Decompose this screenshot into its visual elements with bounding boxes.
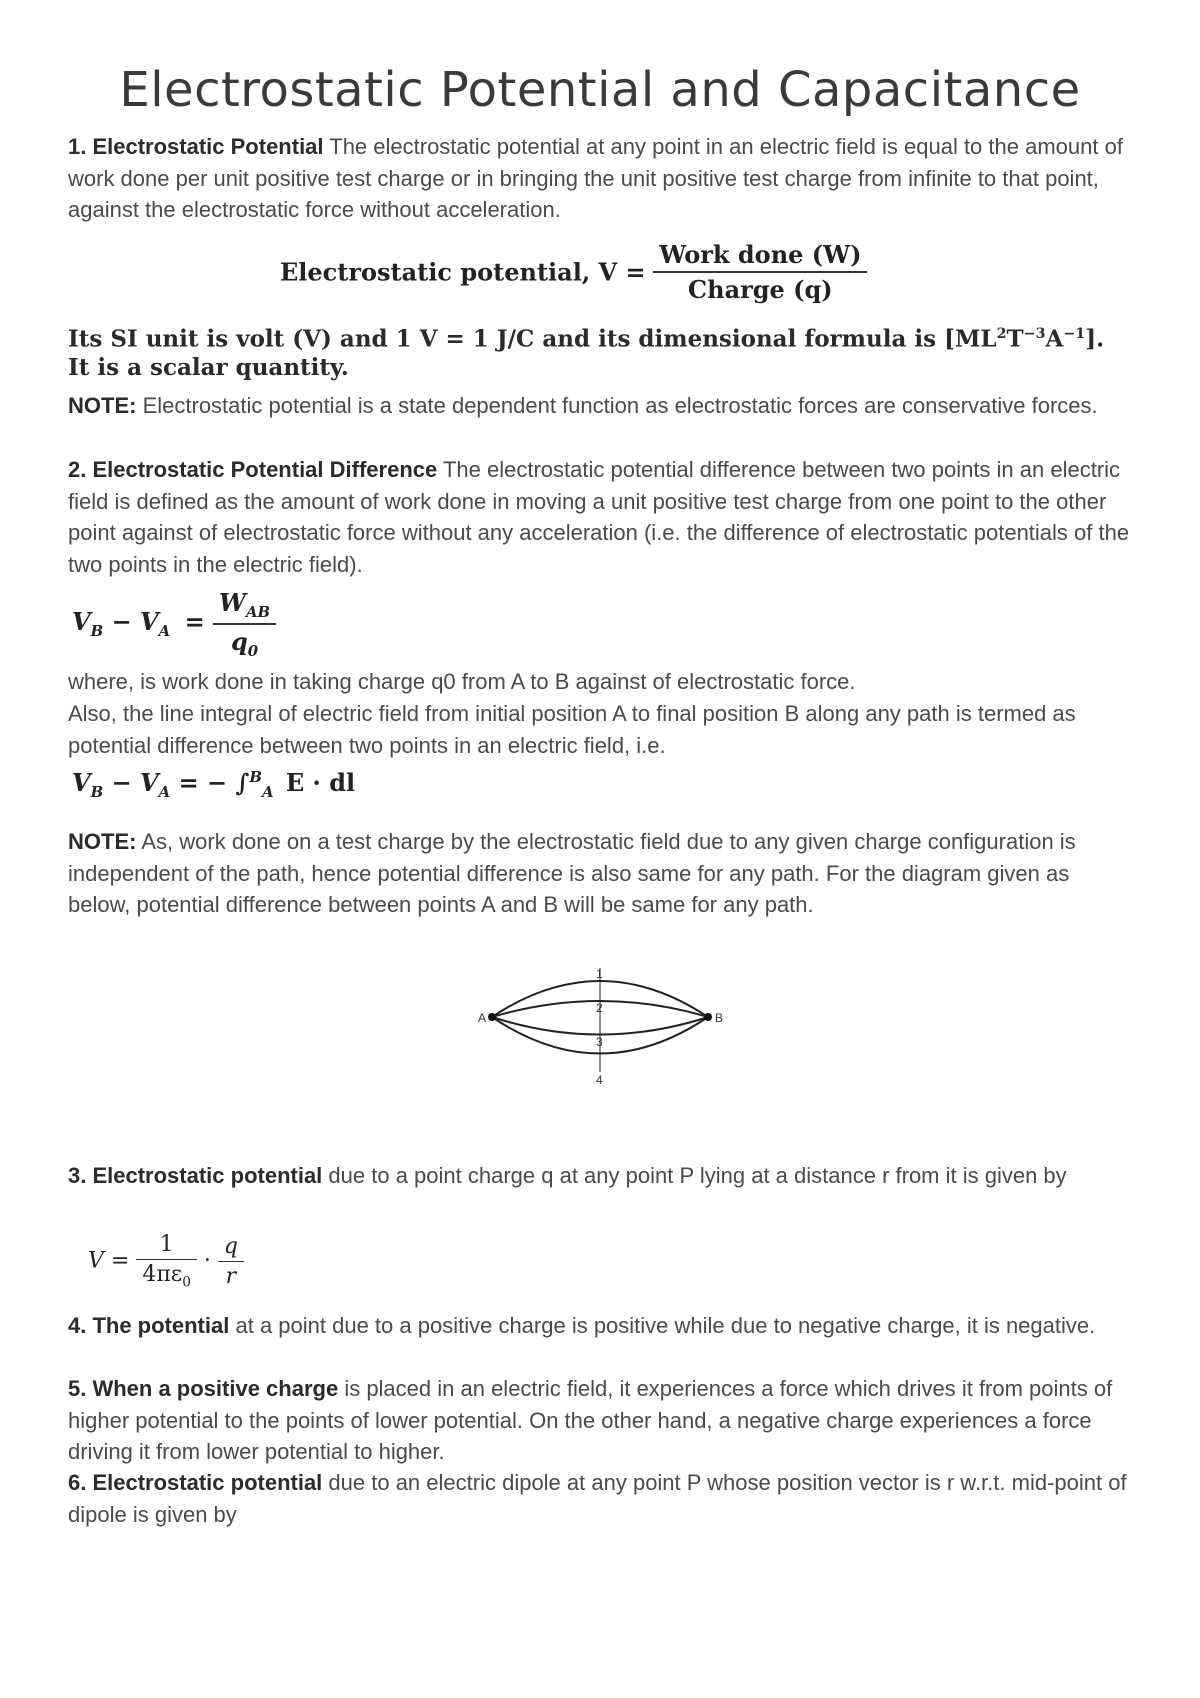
integral-lower: A [261,782,274,801]
equals-sign: = [184,607,205,637]
section-2-heading: 2. Electrostatic Potential Difference [68,457,438,482]
section-6-paragraph [68,1467,1133,1530]
section-2-paragraph [68,454,1133,580]
section-6-heading: 6. Electrostatic potential [68,1470,323,1495]
page-title: Electrostatic Potential and Capacitance [119,62,1081,118]
dim-exp-a: −1 [1063,326,1086,342]
point-b-dot [704,1013,712,1021]
integral-sign: = − ∫ [178,768,250,797]
work-over-charge-fraction [213,588,276,660]
section-1-heading: 1. Electrostatic Potential [68,134,324,159]
distance-denominator: r [225,1263,237,1289]
section-4-heading: 4. The potential [68,1313,230,1338]
charge-distance-fraction [218,1234,244,1289]
potential-fraction [653,240,867,304]
va-sub: A [158,622,171,641]
charge-numerator: q [218,1234,244,1262]
point-a-dot [488,1013,496,1021]
constant-numerator: 1 [136,1232,197,1260]
dim-close: ]. [1085,325,1105,353]
epsilon-sub: 0 [182,1274,191,1291]
line-integral-equation [72,768,355,801]
vb-symbol-2: V [72,768,91,797]
path-label-1: 1 [596,967,603,981]
vb-symbol: V [72,607,91,637]
line-integral-text: Also, the line integral of electric field from initial position A to final position B along any path is termed as potential difference between two points in an electric field, i.e. [68,701,1076,758]
potential-denominator: Charge (q) [688,275,833,304]
point-b-label: B [715,1011,724,1025]
dim-exp-t: −3 [1023,326,1046,342]
dim-a: A [1045,325,1064,353]
si-unit-text: Its SI unit is volt (V) and 1 V = 1 J/C and its dimensional formula is [ML [68,325,997,353]
potential-equation-lhs: Electrostatic potential, V = [280,257,646,287]
note-1 [68,390,1133,422]
path-label-2: 2 [596,1001,603,1015]
va-sub-2: A [158,782,171,801]
point-charge-lhs: V = [88,1248,130,1274]
section-4-paragraph [68,1310,1133,1342]
constant-denominator: 4πε [142,1262,183,1287]
note-2-label: NOTE: [68,829,137,854]
section-3-text: due to a point charge q at any point P lying at a distance r from it is given by [328,1163,1067,1188]
potential-numerator: Work done (W) [653,240,867,273]
dim-exp-m: 2 [996,326,1007,342]
where-line: where, is work done in taking charge q0 from A to B against of electrostatic force. [68,669,856,694]
section-5-heading: 5. When a positive charge [68,1376,339,1401]
section-6-text: due to an electric dipole at any point P whose position vector is r w.r.t. mid-point of dipole is given by [68,1470,1127,1527]
section-3-heading: 3. Electrostatic potential [68,1163,323,1188]
path-label-3: 3 [596,1035,603,1049]
vb-sub: B [90,622,104,641]
si-unit-line [68,318,1148,356]
note-1-text: Electrostatic potential is a state dependent function as electrostatic forces are conservative forces. [142,393,1098,418]
section-1-text: The electrostatic potential at any point in an electric field is equal to the amount of work done per unit positive test charge or in bringing the unit positive test charge from infinite to that point, against the electrostatic force without acceleration. [68,134,1123,222]
coulomb-constant-fraction [136,1232,197,1290]
va-symbol: − V [111,607,159,637]
note-1-label: NOTE: [68,393,137,418]
work-sub: AB [245,602,271,621]
section-5-text: is placed in an electric field, it experiences a force which drives it from points of higher potential to the points of lower potential. On the other hand, a negative charge experiences a force driving it from lower potential to higher. [68,1376,1113,1464]
scalar-line: It is a scalar quantity. [68,354,349,381]
section-3-paragraph [68,1160,1133,1192]
section-5-paragraph [68,1373,1133,1468]
charge-sub: 0 [247,641,259,660]
work-symbol: W [219,588,246,617]
potential-equation [280,240,867,304]
note-2 [68,826,1133,921]
integrand: E · dl [285,768,356,797]
section-2-text: The electrostatic potential difference between two points in an electric field is defined as the amount of work done in moving a unit positive test charge from one point to the other point against of electrostatic force without any acceleration (i.e. the difference of electrostatic potentials of the two points in the electric field). [68,457,1130,577]
potential-difference-equation [72,588,276,660]
multiply-dot: · [203,1248,211,1274]
note-2-text: As, work done on a test charge by the electrostatic field due to any given charge configuration is independent of the path, hence potential difference is also same for any path. For the diagram given as below, potential difference between points A and B will be same for any path. [68,829,1076,917]
charge-symbol: q [231,626,248,656]
point-charge-equation [88,1232,244,1290]
va-symbol-2: − V [111,768,159,797]
dim-t: T [1006,325,1024,353]
section-1-paragraph [68,131,1133,226]
path-diagram [470,960,730,1090]
point-a-label: A [478,1011,487,1025]
integral-upper: B [249,768,262,786]
vb-sub-2: B [90,782,104,801]
section-4-text: at a point due to a positive charge is positive while due to negative charge, it is negative. [235,1313,1096,1338]
path-label-4: 4 [596,1073,603,1087]
